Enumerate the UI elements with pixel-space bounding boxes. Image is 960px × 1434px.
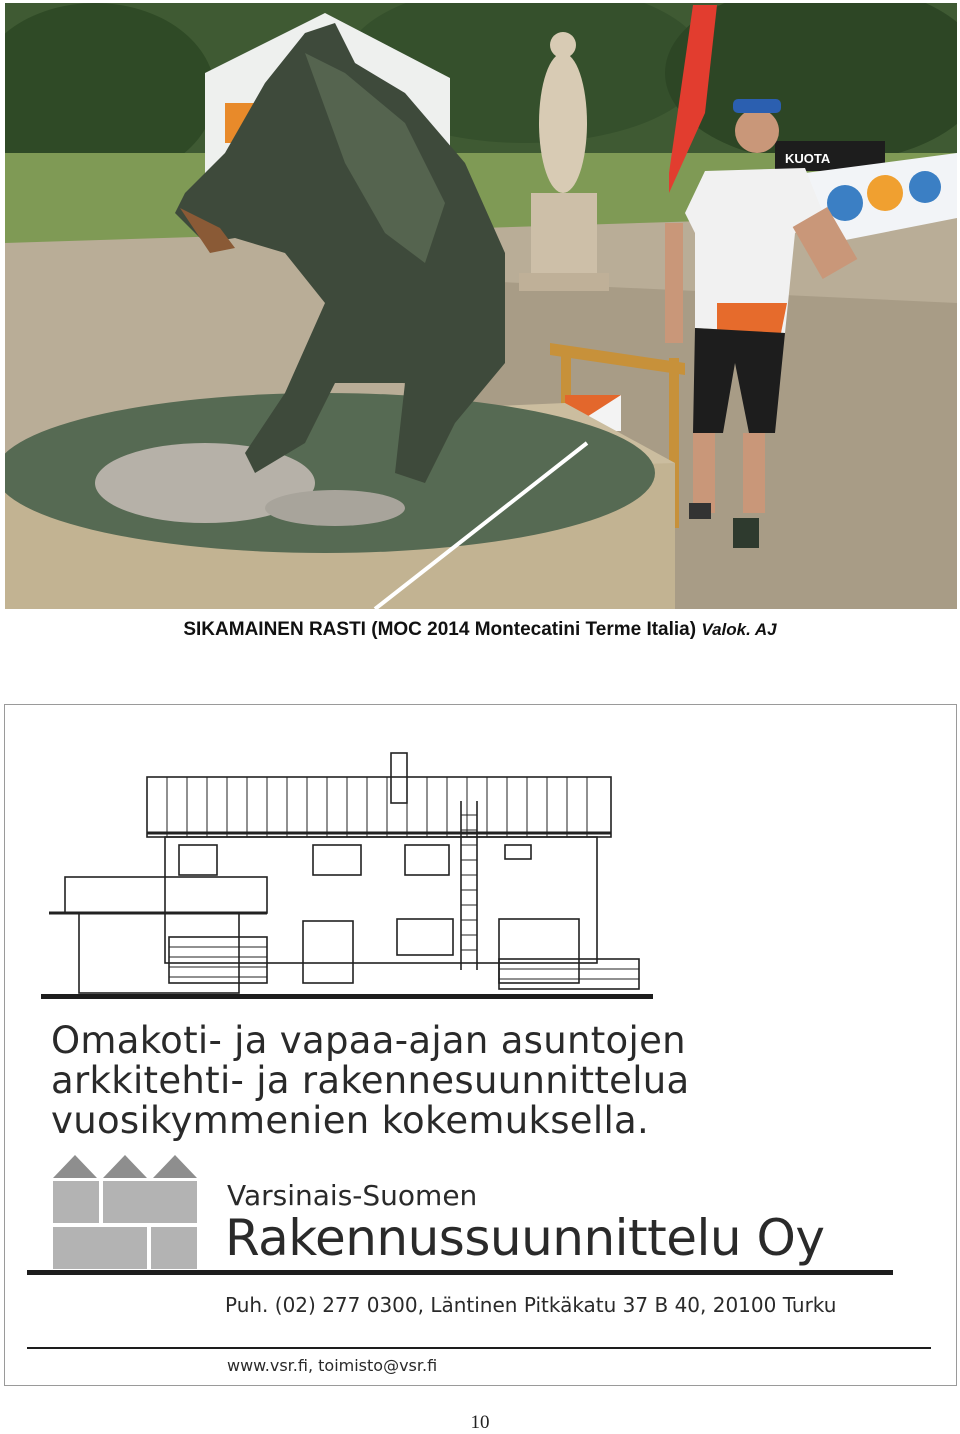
boar-statue-photo — [5, 3, 957, 609]
company-logo — [53, 1155, 197, 1269]
photo-caption — [0, 619, 960, 641]
contact-info: Puh. (02) 277 0300, Läntinen Pitkäkatu 37 B 40, 20100 Turku — [225, 1293, 837, 1317]
tagline-line-2: arkkitehti- ja rakennesuunnittelua — [51, 1059, 690, 1102]
sponsor-sign: KUOTA — [785, 151, 831, 166]
caption-credit: Valok. AJ — [701, 620, 777, 639]
advertisement — [4, 704, 957, 1386]
photo-illustration — [5, 3, 957, 609]
caption-main: SIKAMAINEN RASTI (MOC 2014 Montecatini Terme Italia) — [183, 619, 697, 640]
tagline-line-3: vuosikymmenien kokemuksella. — [51, 1099, 650, 1142]
page-number: 10 — [470, 1412, 490, 1433]
company-prefix: Varsinais-Suomen — [227, 1179, 478, 1212]
company-name: Rakennussuunnittelu Oy — [225, 1209, 825, 1267]
web-email-link[interactable]: www.vsr.fi, toimisto@vsr.fi — [227, 1356, 438, 1375]
tagline-line-1: Omakoti- ja vapaa-ajan asuntojen — [51, 1019, 686, 1062]
